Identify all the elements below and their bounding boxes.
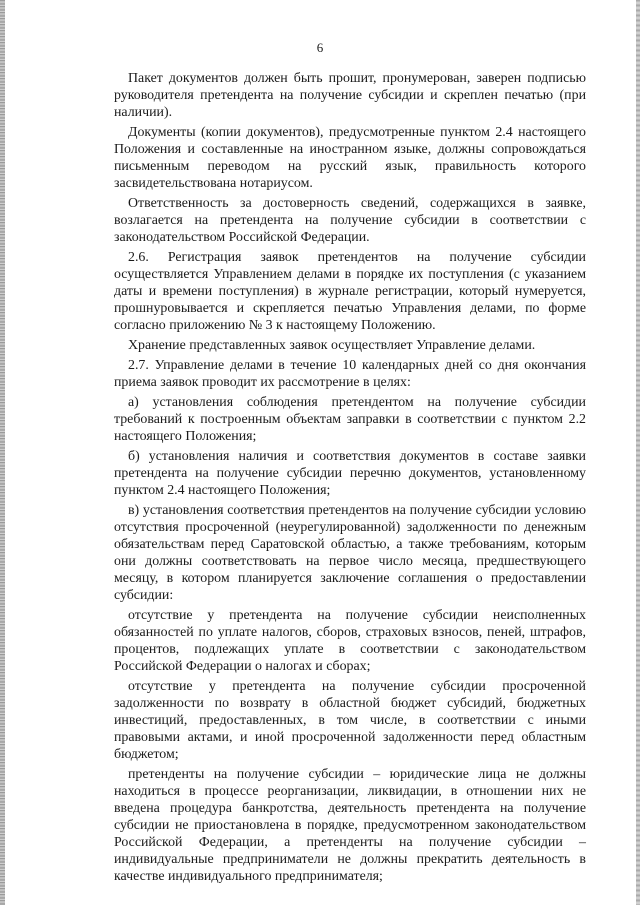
paragraph-storage: Хранение представленных заявок осуществляет Управление делами. — [128, 338, 536, 353]
paragraph-item-a: а) установления соблюдения претендентом на получение субсидии требований к построенным объектам заправки в соответствии с пунктом 2.2 настоящего Положения; — [114, 395, 586, 444]
paragraph-foreign-documents: Документы (копии документов), предусмотренные пунктом 2.4 настоящего Положения и составленные на иностранном языке, должны сопровождаться письменным переводом на русский язык, правильность которого засвидетельствована нотариусом. — [114, 125, 586, 191]
paragraph-no-budget-debts: отсутствие у претендента на получение субсидии просроченной задолженности по возврату в областной бюджет субсидий, бюджетных инвестиций, предоставленных, в том числе, в соответствии с иными правовыми актами, и иной просроченной задолженности перед областным бюджетом; — [114, 679, 586, 762]
paragraph-package-binding: Пакет документов должен быть прошит, пронумерован, заверен подписью руководителя претендента на получение субсидии и скреплен печатью (при наличии). — [114, 71, 586, 120]
scan-edge-right — [636, 0, 640, 905]
paragraph-no-tax-debts: отсутствие у претендента на получение субсидии неисполненных обязанностей по уплате налогов, сборов, страховых взносов, пеней, штрафов, процентов, подлежащих уплате в соответствии с законодательством Российской Федерации о налогах и сборах; — [114, 608, 586, 674]
paragraph-item-b: б) установления наличия и соответствия документов в составе заявки претендента на получение субсидии перечню документов, установленному пунктом 2.4 настоящего Положения; — [114, 449, 586, 498]
scan-edge-left — [0, 0, 5, 905]
paragraph-2-7-review: 2.7. Управление делами в течение 10 календарных дней со дня окончания приема заявок проводит их рассмотрение в целях: — [114, 358, 586, 390]
page-number: 6 — [316, 40, 324, 55]
paragraph-2-6-registration: 2.6. Регистрация заявок претендентов на получение субсидии осуществляется Управлением делами в порядке их поступления (с указанием даты и времени поступления) в журнале регистрации, который нумеруется, прошнуровывается и скрепляется печатью Управления делами, по форме согласно приложению № 3 к настоящему Положению. — [114, 250, 586, 333]
paragraph-item-v: в) установления соответствия претендентов на получение субсидии условию отсутствия просроченной (неурегулированной) задолженности по денежным обязательствам перед Саратовской областью, а также требованиям, которым они должны соответствовать на первое число месяца, предшествующего месяцу, в котором планируется заключение соглашения о предоставлении субсидии: — [114, 503, 586, 603]
paragraph-responsibility: Ответственность за достоверность сведений, содержащихся в заявке, возлагается на претендента на получение субсидии в соответствии с законодательством Российской Федерации. — [114, 196, 586, 245]
document-body — [114, 70, 586, 888]
paragraph-no-reorganization: претенденты на получение субсидии – юридические лица не должны находиться в процессе реорганизации, ликвидации, в отношении них не введена процедура банкротства, деятельность претендента на получение субсидии не приостановлена в порядке, предусмотренном законодательством Российской Федерации, а претенденты на получение субсидии – индивидуальные предприниматели не должны прекратить деятельность в качестве индивидуального предпринимателя; — [114, 767, 586, 884]
